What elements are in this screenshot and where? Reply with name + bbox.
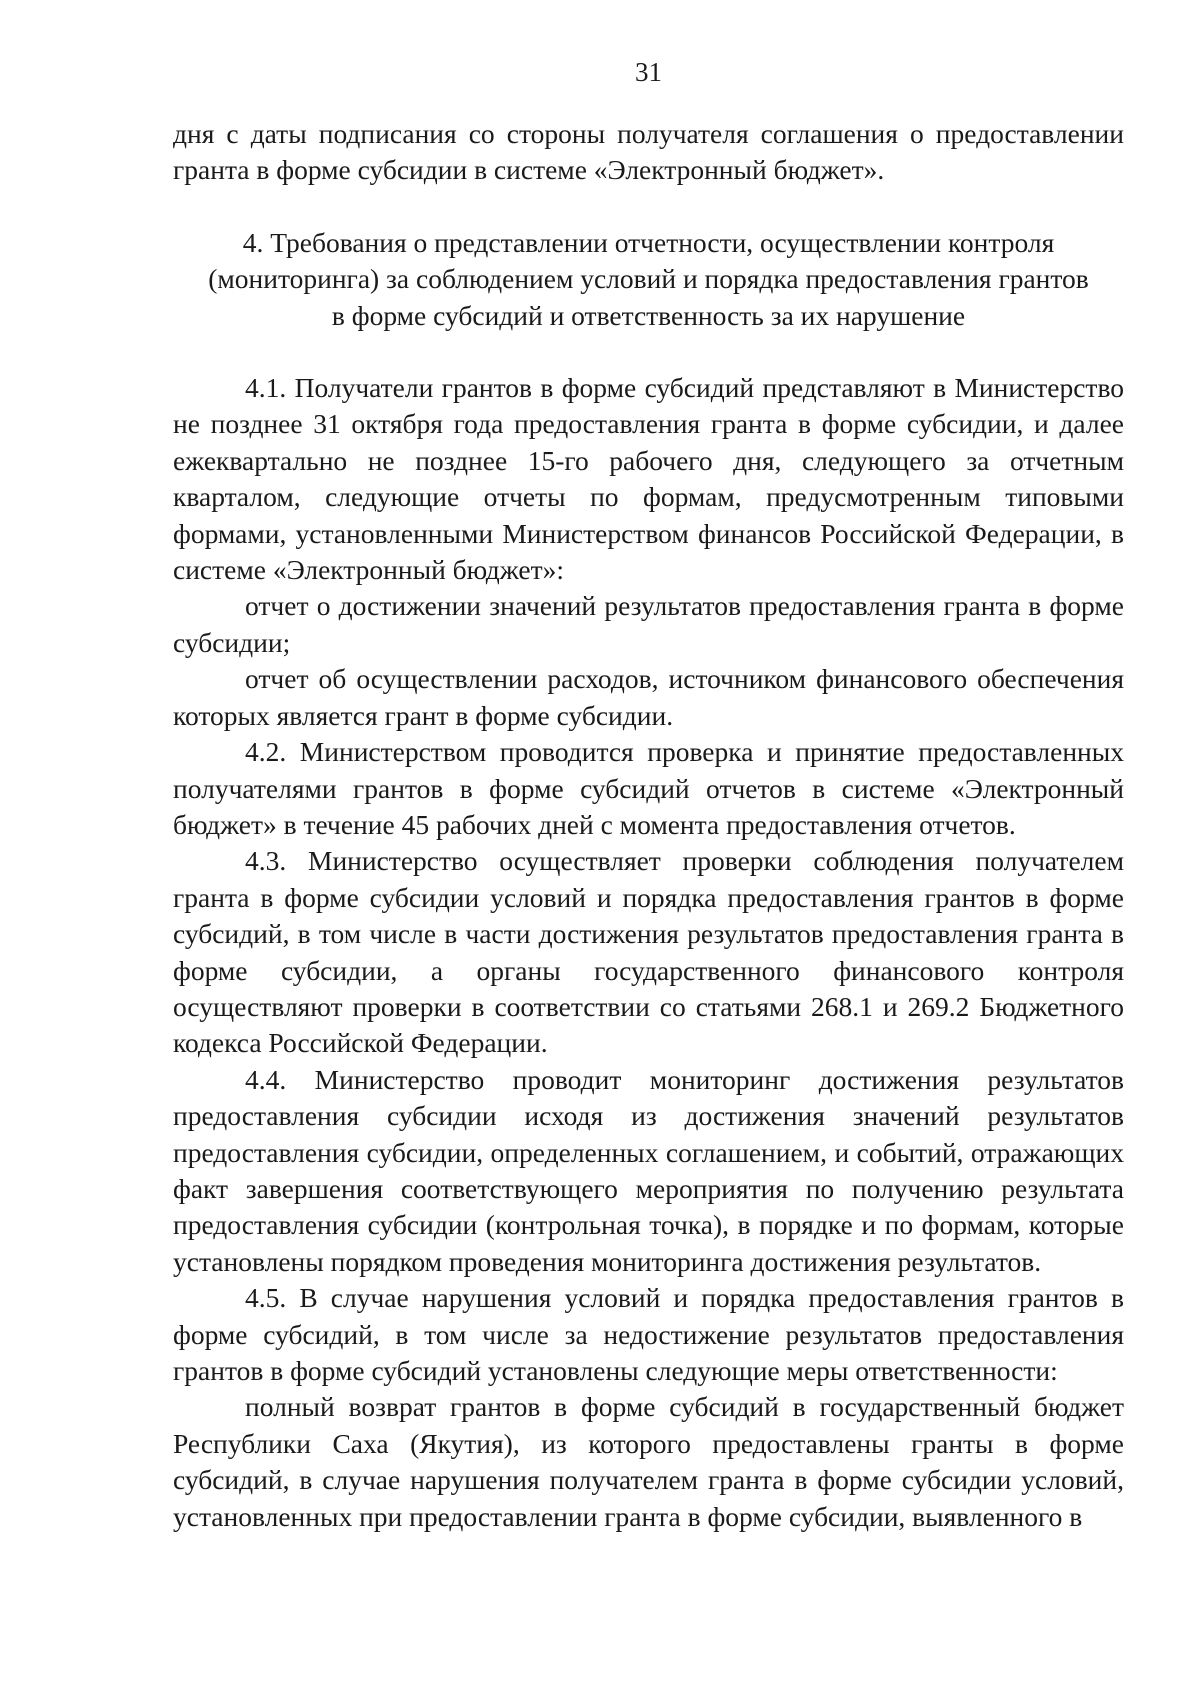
section-heading-line-2: (мониторинга) за соблюдением условий и порядка предоставления грантов: [208, 263, 1089, 295]
paragraph-4-5: 4.5. В случае нарушения условий и порядка предоставления грантов в форме субсидий, в том числе за недостижение результатов предоставления грантов в форме субсидий установлены следующие меры ответственности:: [173, 1282, 1124, 1386]
page-number: 31: [635, 57, 662, 87]
document-body: [173, 116, 1124, 1535]
paragraph-full-refund: полный возврат грантов в форме субсидий в государственный бюджет Республики Саха (Якутия), из которого предоставлены гранты в форме субсидий, в случае нарушения получателем гранта в форме субсидии условий, установленных при предоставлении гранта в форме субсидии, выявленного в: [173, 1391, 1124, 1532]
paragraph-4-1: 4.1. Получатели грантов в форме субсидий представляют в Министерство не позднее 31 октября года предоставления гранта в форме субсидии, и далее ежеквартально не позднее 15-го рабочего дня, следующего за отчетным кварталом, следующие отчеты по формам, предусмотренным типовыми формами, установленными Министерством финансов Российской Федерации, в системе «Электронный бюджет»:: [173, 372, 1124, 586]
section-heading-line-1: 4. Требования о представлении отчетности, осуществлении контроля: [242, 226, 1055, 258]
paragraph-4-2: 4.2. Министерством проводится проверка и принятие предоставленных получателями грантов в форме субсидий отчетов в системе «Электронный бюджет» в течение 45 рабочих дней с момента предоставления отчетов.: [173, 736, 1124, 840]
paragraph-4-3: 4.3. Министерство осуществляет проверки соблюдения получателем гранта в форме субсидии условий и порядка предоставления грантов в форме субсидий, в том числе в части достижения результатов предоставления гранта в форме субсидии, а органы государственного финансового контроля осуществляют проверки в соответствии со статьями 268.1 и 269.2 Бюджетного кодекса Российской Федерации.: [173, 845, 1124, 1059]
section-heading: [173, 225, 1124, 334]
paragraph-report-expenses: отчет об осуществлении расходов, источником финансового обеспечения которых является грант в форме субсидии.: [173, 663, 1124, 731]
paragraph-report-achievement: отчет о достижении значений результатов предоставления гранта в форме субсидии;: [173, 590, 1124, 658]
paragraph-4-4: 4.4. Министерство проводит мониторинг достижения результатов предоставления субсидии исходя из достижения значений результатов предоставления субсидии, определенных соглашением, и событий, отражающих факт завершения соответствующего мероприятия по получению результата предоставления субсидии (контрольная точка), в порядке и по формам, которые установлены порядком проведения мониторинга достижения результатов.: [173, 1063, 1124, 1277]
paragraph-continuation: дня с даты подписания со стороны получателя соглашения о предоставлении гранта в форме субсидии в системе «Электронный бюджет».: [173, 118, 1124, 186]
section-heading-line-3: в форме субсидий и ответственность за их нарушение: [331, 299, 966, 331]
